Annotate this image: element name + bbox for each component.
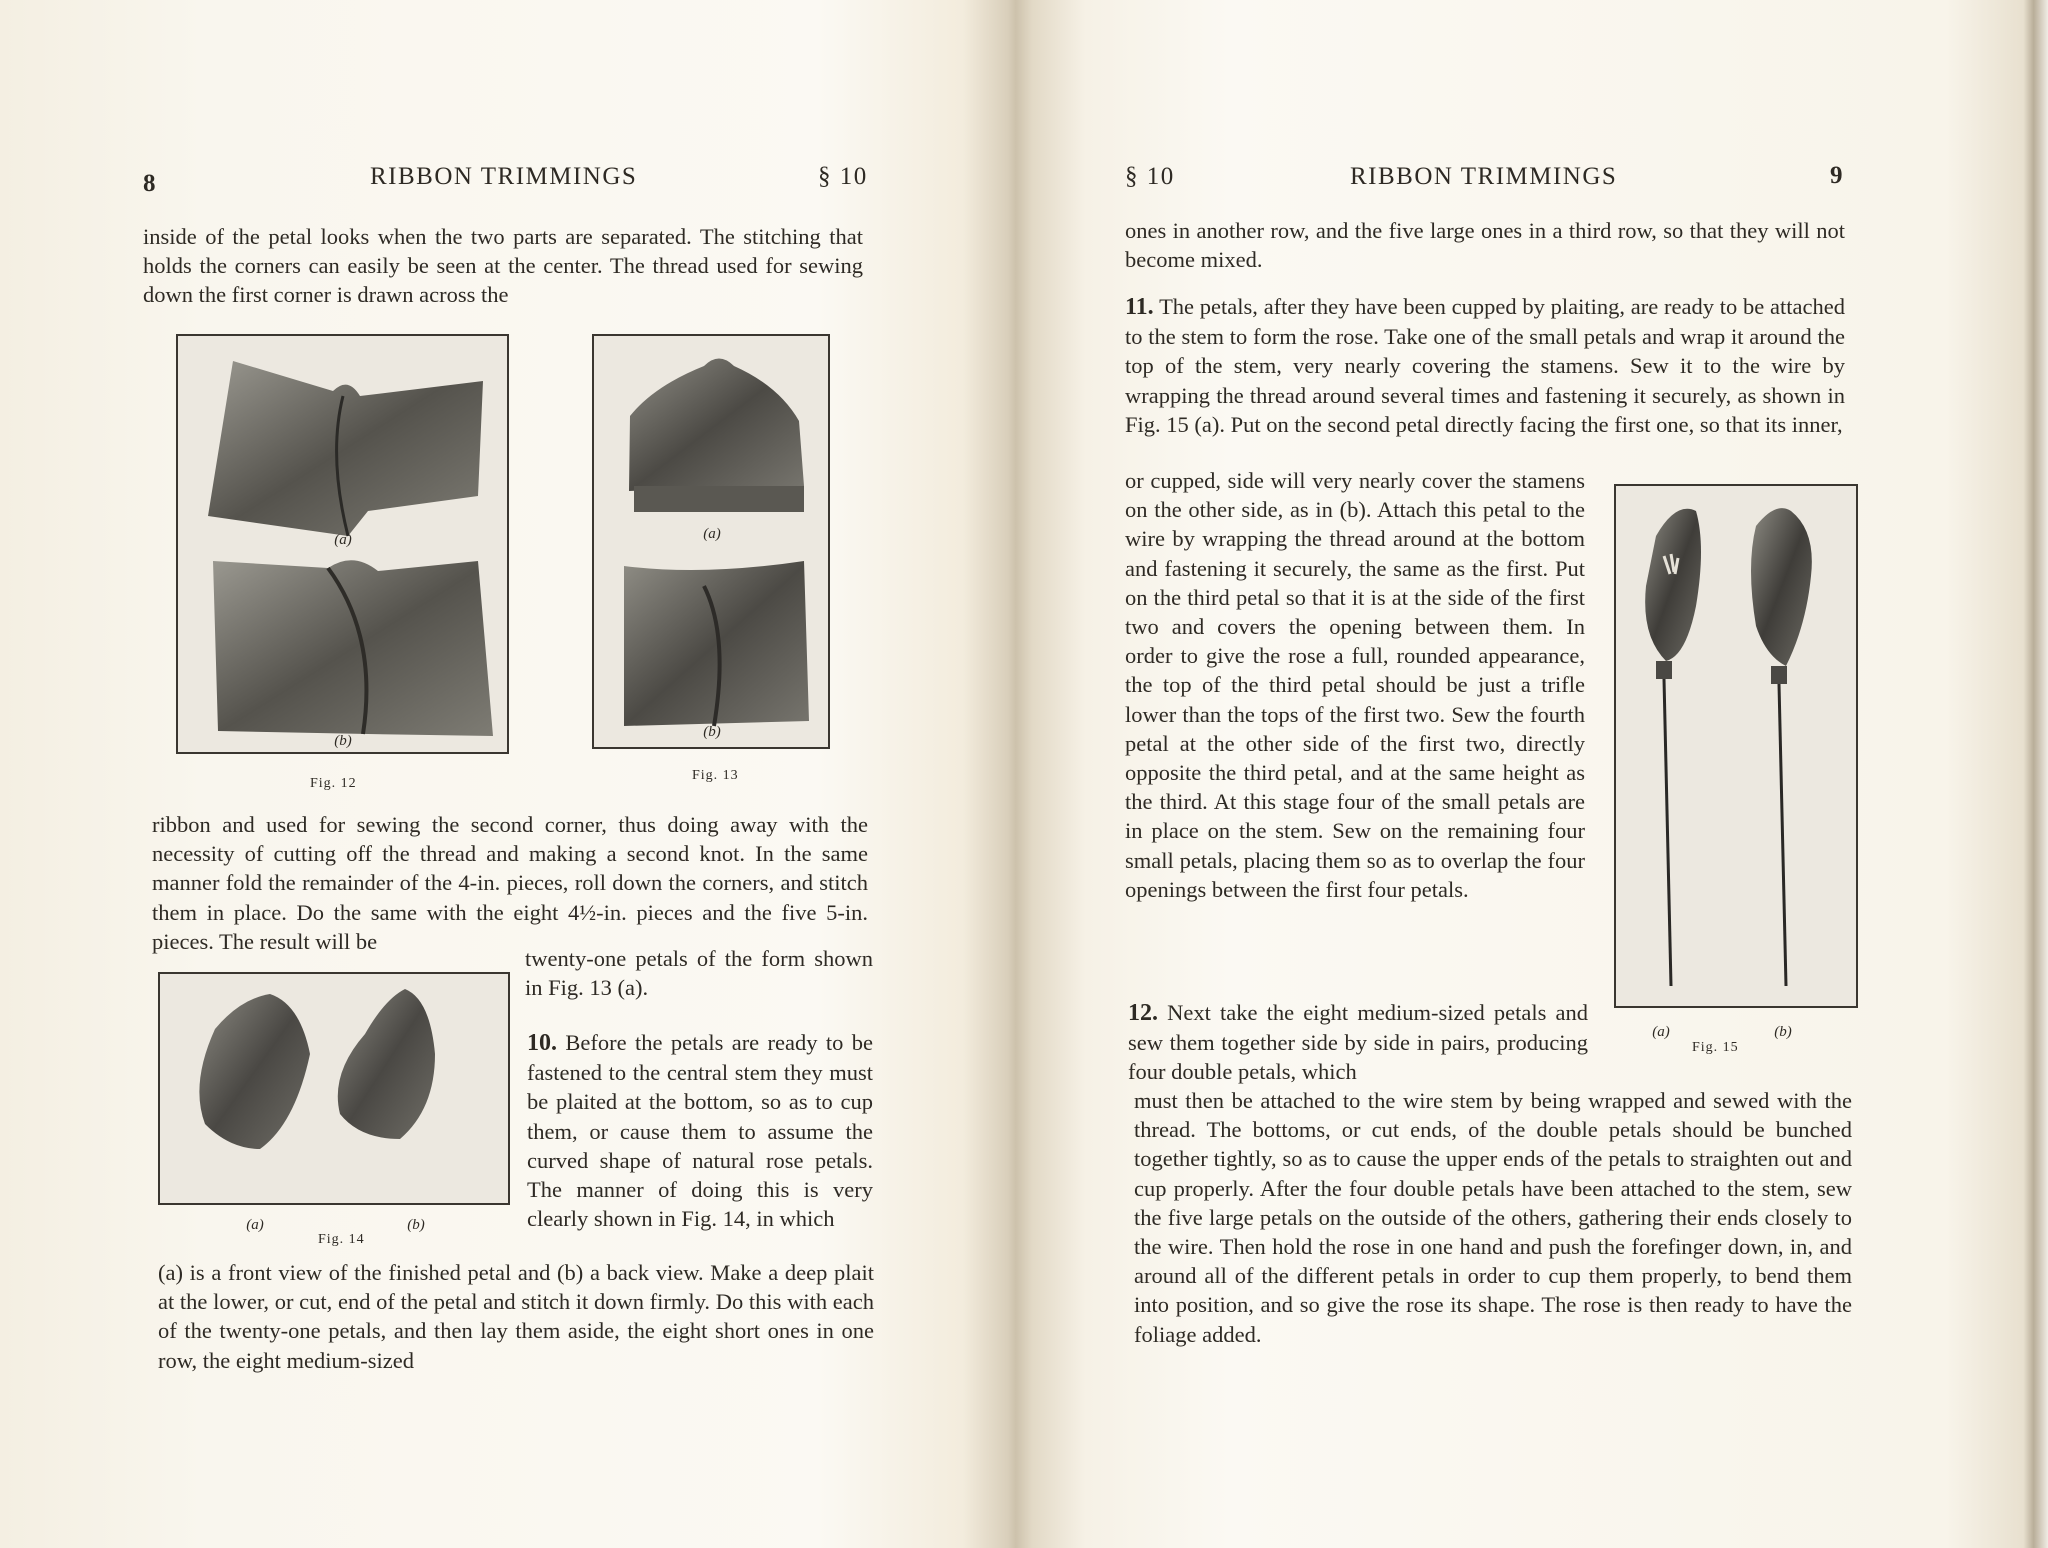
paragraph-number: 12.	[1128, 1000, 1158, 1026]
figure-sublabel-a: (a)	[246, 1217, 264, 1233]
figure-14	[158, 972, 510, 1205]
running-title: RIBBON TRIMMINGS	[1350, 163, 1618, 190]
right-page	[1000, 0, 2048, 1548]
figure-sublabel-a: (a)	[1652, 1024, 1670, 1040]
paragraph-text: must then be attached to the wire stem by being wrapped and sewed with the thread. The bottoms, or cut ends, of the double petals should be bunched together tightly, so as to cause the upper ends of the petals to straighten out and cup properly. After the four double petals have been attached to the stem, sew the five large petals on the outside of the others, gathering their ends closely to the wire. Then hold the rose in one hand and push the forefinger down, in, and around all of the different petals in order to cup them properly, to bend them into position, and so give the rose its shape. The rose is then ready to have the foliage added.	[1134, 1088, 1852, 1347]
section-mark: § 10	[1125, 163, 1175, 190]
paragraph-text: inside of the petal looks when the two parts are separated. The stitching that holds the corners can easily be seen at the center. The thread used for sewing down the first corner is drawn across the	[143, 224, 863, 308]
paragraph-text: (a) is a front view of the finished petal and (b) a back view. Make a deep plait at the lower, or cut, end of the petal and stitch it down firmly. Do this with each of the twenty-one petals, and then lay them aside, the eight short ones in one row, the eight medium-sized	[158, 1260, 874, 1373]
figure-sublabel-b: (b)	[407, 1217, 425, 1233]
section-mark: § 10	[818, 163, 868, 190]
figure-13	[592, 334, 830, 749]
paragraph-10	[527, 1028, 873, 1233]
figure-caption: Fig. 12	[310, 776, 357, 791]
plaited-petal-photo	[160, 974, 508, 1203]
figure-caption: Fig. 14	[318, 1232, 365, 1247]
paragraph-text: ribbon and used for sewing the second corner, thus doing away with the necessity of cutting off the thread and making a second knot. In the same manner fold the remainder of the 4-in. pieces, roll down the corners, and stitch them in place. Do the same with the eight 4½-in. pieces and the five 5-in. pieces. The result will be	[152, 812, 868, 954]
paragraph-text: Before the petals are ready to be fastened to the central stem they must be plaited at the bottom, so as to cup them, or cause them to assume the curved shape of natural rose petals. The manner of doing this is very clearly shown in Fig. 14, in which	[527, 1030, 874, 1232]
paragraph-text: The petals, after they have been cupped by plaiting, are ready to be attached to the stem to form the rose. Take one of the small petals and wrap it around the top of the stem, very nearly covering the stamens. Sew it to the wire by wrapping the thread around several times and fastening it securely, as shown in Fig. 15 (a). Put on the second petal directly facing the first one, so that its inner,	[1125, 294, 1845, 437]
figure-sublabel-b: (b)	[1774, 1024, 1792, 1040]
paragraph-number: 10.	[527, 1030, 557, 1056]
running-title: RIBBON TRIMMINGS	[370, 163, 638, 190]
paragraph-12	[1128, 998, 1588, 1087]
figure-sublabel-a: (a)	[334, 532, 352, 548]
figure-12	[176, 334, 509, 754]
figure-caption: Fig. 13	[692, 768, 739, 783]
figure-sublabel-b: (b)	[334, 733, 352, 749]
left-page	[0, 0, 1000, 1548]
figure-caption: Fig. 15	[1692, 1040, 1739, 1055]
paragraph-text: twenty-one petals of the form shown in Fig. 13 (a).	[525, 946, 873, 1001]
rose-stem-photo	[1616, 486, 1856, 1006]
paragraph-number: 11.	[1125, 294, 1154, 320]
page-number: 8	[143, 170, 156, 197]
paragraph-text: ones in another row, and the five large ones in a third row, so that they will not become mixed.	[1125, 218, 1845, 273]
paragraph-text: or cupped, side will very nearly cover the stamens on the other side, as in (b). Attach this petal to the wire by wrapping the thread around at the bottom and fastening it securely, the same as the first. Put on the third petal so that it is at the side of the first two and covers the opening between them. In order to give the rose a full, rounded appearance, the top of the third petal should be just a trifle lower than the tops of the first two. Sew the fourth petal at the other side of the first two, directly opposite the third petal, and at the same height as the third. At this stage four of the small petals are in place on the stem. Sew on the remaining four small petals, placing them so as to overlap the four openings between the first four petals.	[1125, 468, 1585, 902]
figure-15	[1614, 484, 1858, 1008]
page-number: 9	[1830, 162, 1843, 189]
figure-sublabel-b: (b)	[703, 724, 721, 740]
paragraph-11	[1125, 292, 1845, 439]
paragraph-text: Next take the eight medium-sized petals and sew them together side by side in pairs, producing four double petals, which	[1128, 1000, 1588, 1085]
figure-sublabel-a: (a)	[703, 526, 721, 542]
